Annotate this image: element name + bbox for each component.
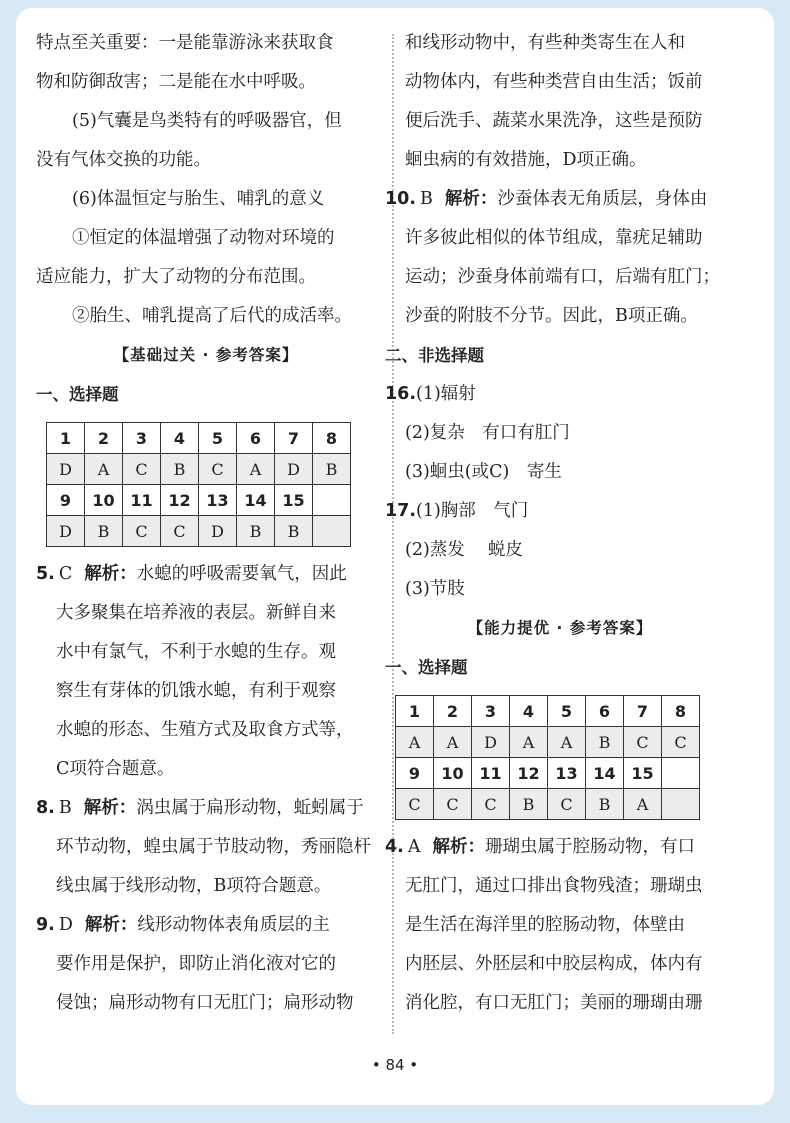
table-cell: C (123, 516, 161, 547)
section-heading-choice: 一、选择题 (36, 385, 119, 404)
table-cell: B (586, 727, 624, 758)
text-line: 蛔虫病的有效措施，D项正确。 (405, 150, 647, 170)
table-cell: 15 (624, 758, 662, 789)
table-cell: B (313, 454, 351, 485)
point-5-line: 没有气体交换的功能。 (36, 150, 211, 170)
table-cell: B (237, 516, 275, 547)
table-cell: A (548, 727, 586, 758)
right-column (385, 24, 735, 1023)
table-cell: 2 (434, 696, 472, 727)
answer-letter: B (58, 798, 72, 818)
circled-2-line: ②胎生、哺乳提高了后代的成活率。 (72, 306, 352, 326)
section-heading-choice: 一、选择题 (385, 658, 468, 677)
table-cell: 11 (472, 758, 510, 789)
table-cell: C (472, 789, 510, 820)
table-cell: 12 (161, 485, 199, 516)
section-banner-advanced: 【能力提优 · 参考答案】 (467, 619, 653, 637)
explanation-line: 内胚层、外胚层和中胶层构成，体内有 (405, 954, 703, 974)
circled-1-line: 适应能力，扩大了动物的分布范围。 (36, 267, 316, 287)
explanation-text: 线形动物体表角质层的主 (137, 915, 330, 935)
answer-part: (1)辐射 (416, 384, 476, 404)
answer-letter: B (420, 189, 433, 209)
question-17-answer (385, 492, 735, 531)
explanation-text: 水螅的呼吸需要氧气，因此 (136, 564, 347, 584)
table-cell: D (199, 516, 237, 547)
explanation-line: 水螅的形态、生殖方式及取食方式等， (56, 720, 354, 740)
question-9-explanation (36, 906, 376, 945)
answer-part: (3)蛔虫(或C) 寄生 (405, 462, 562, 482)
question-4-explanation (385, 828, 735, 867)
point-6-heading: (6)体温恒定与胎生、哺乳的意义 (72, 189, 325, 209)
table-cell: 3 (472, 696, 510, 727)
table-cell: 7 (624, 696, 662, 727)
explanation-line: 是生活在海洋里的腔肠动物，体壁由 (405, 915, 685, 935)
explanation-line: 察生有芽体的饥饿水螅，有利于观察 (56, 681, 336, 701)
table-cell: A (237, 454, 275, 485)
table-cell: D (47, 516, 85, 547)
explanation-line: 水中有氯气，不利于水螅的生存。观 (56, 642, 336, 662)
question-number-row (47, 485, 351, 516)
left-column (36, 24, 376, 1023)
table-cell: 6 (586, 696, 624, 727)
table-cell: 9 (47, 485, 85, 516)
answer-part: (2)复杂 有口有肛门 (405, 423, 570, 443)
table-cell: B (586, 789, 624, 820)
explanation-line: 环节动物，蝗虫属于节肢动物，秀丽隐杆 (56, 837, 371, 857)
table-cell: 13 (199, 485, 237, 516)
answer-table-basic (46, 422, 351, 547)
explanation-line: 消化腔，有口无肛门；美丽的珊瑚由珊 (405, 993, 703, 1013)
text-line: 物和防御敌害；二是能在水中呼吸。 (36, 72, 316, 92)
question-10-explanation (385, 180, 735, 219)
table-cell: C (199, 454, 237, 485)
table-cell: C (396, 789, 434, 820)
table-cell: 14 (237, 485, 275, 516)
question-number: 5. (36, 564, 55, 584)
explanation-line: C项符合题意。 (56, 759, 175, 779)
table-cell: D (472, 727, 510, 758)
table-cell: 11 (123, 485, 161, 516)
table-cell: C (161, 516, 199, 547)
explanation-line: 沙蚕的附肢不分节。因此，B项正确。 (405, 306, 698, 326)
text-line: 特点至关重要：一是能靠游泳来获取食 (36, 33, 334, 53)
explanation-line: 无肛门，通过口排出食物残渣；珊瑚虫 (405, 876, 703, 896)
explanation-text: 珊瑚虫属于腔肠动物，有口 (484, 837, 695, 857)
answer-part: (3)节肢 (405, 579, 465, 599)
explanation-text: 涡虫属于扁形动物，蚯蚓属于 (136, 798, 364, 818)
section-heading-nonchoice: 二、非选择题 (385, 346, 484, 365)
table-cell: 8 (313, 423, 351, 454)
table-cell: C (624, 727, 662, 758)
answer-part: (1)胸部 气门 (416, 501, 529, 521)
table-cell: 12 (510, 758, 548, 789)
table-cell: 13 (548, 758, 586, 789)
explanation-line: 运动；沙蚕身体前端有口，后端有肛门； (405, 267, 720, 287)
table-cell: 14 (586, 758, 624, 789)
question-number-row (396, 758, 700, 789)
table-cell: A (85, 454, 123, 485)
explanation-line: 许多彼此相似的体节组成，靠疣足辅助 (405, 228, 703, 248)
question-number-row (396, 696, 700, 727)
table-cell: A (510, 727, 548, 758)
explanation-label: 解析： (84, 915, 138, 935)
table-cell: 5 (199, 423, 237, 454)
question-number: 10. (385, 189, 417, 209)
section-banner-basic: 【基础过关 · 参考答案】 (113, 346, 299, 364)
table-cell: 1 (47, 423, 85, 454)
table-cell (313, 516, 351, 547)
table-cell: B (510, 789, 548, 820)
question-number: 17. (385, 501, 417, 521)
explanation-line: 要作用是保护，即防止消化液对它的 (56, 954, 336, 974)
answer-row (396, 789, 700, 820)
question-number: 4. (385, 837, 404, 857)
question-number: 9. (36, 915, 55, 935)
table-cell: 10 (434, 758, 472, 789)
table-cell: 8 (662, 696, 700, 727)
table-cell: A (396, 727, 434, 758)
answer-row (47, 454, 351, 485)
text-line: 便后洗手、蔬菜水果洗净，这些是预防 (405, 111, 703, 131)
answer-letter: D (58, 915, 73, 935)
point-5-line: (5)气囊是鸟类特有的呼吸器官，但 (72, 111, 342, 131)
question-number: 16. (385, 384, 417, 404)
table-cell: 5 (548, 696, 586, 727)
explanation-text: 沙蚕体表无角质层，身体由 (497, 189, 708, 209)
question-5-explanation (36, 555, 376, 594)
text-line: 和线形动物中，有些种类寄生在人和 (405, 33, 685, 53)
explanation-label: 解析： (84, 564, 137, 584)
table-cell: B (85, 516, 123, 547)
explanation-line: 线虫属于线形动物，B项符合题意。 (56, 876, 332, 896)
question-16-answer (385, 375, 735, 414)
table-cell: 7 (275, 423, 313, 454)
table-cell: C (434, 789, 472, 820)
question-number: 8. (36, 798, 55, 818)
table-cell: C (123, 454, 161, 485)
table-cell: 10 (85, 485, 123, 516)
table-cell: B (161, 454, 199, 485)
explanation-line: 侵蚀；扁形动物有口无肛门；扁形动物 (56, 993, 354, 1013)
table-cell: D (275, 454, 313, 485)
explanation-line: 大多聚集在培养液的表层。新鲜自来 (56, 603, 336, 623)
answer-part: (2)蒸发 蜕皮 (405, 540, 523, 560)
answer-row (396, 727, 700, 758)
table-cell: 15 (275, 485, 313, 516)
table-cell (313, 485, 351, 516)
table-cell: 4 (161, 423, 199, 454)
page-number: • 84 • (371, 1056, 419, 1074)
table-cell: 1 (396, 696, 434, 727)
table-cell: A (434, 727, 472, 758)
table-cell (662, 758, 700, 789)
table-cell: 2 (85, 423, 123, 454)
table-cell: 3 (123, 423, 161, 454)
explanation-label: 解析： (83, 798, 137, 818)
table-cell: C (662, 727, 700, 758)
explanation-label: 解析： (432, 837, 485, 857)
answer-row (47, 516, 351, 547)
circled-1-line: ①恒定的体温增强了动物对环境的 (72, 228, 335, 248)
text-line: 动物体内，有些种类营自由生活；饭前 (405, 72, 703, 92)
table-cell: C (548, 789, 586, 820)
question-8-explanation (36, 789, 376, 828)
table-cell: 9 (396, 758, 434, 789)
answer-letter: A (407, 837, 421, 857)
table-cell: B (275, 516, 313, 547)
table-cell: D (47, 454, 85, 485)
answer-table-advanced (395, 695, 700, 820)
question-number-row (47, 423, 351, 454)
table-cell: 4 (510, 696, 548, 727)
table-cell: A (624, 789, 662, 820)
table-cell: 6 (237, 423, 275, 454)
answer-letter: C (58, 564, 73, 584)
explanation-label: 解析： (444, 189, 498, 209)
table-cell (662, 789, 700, 820)
